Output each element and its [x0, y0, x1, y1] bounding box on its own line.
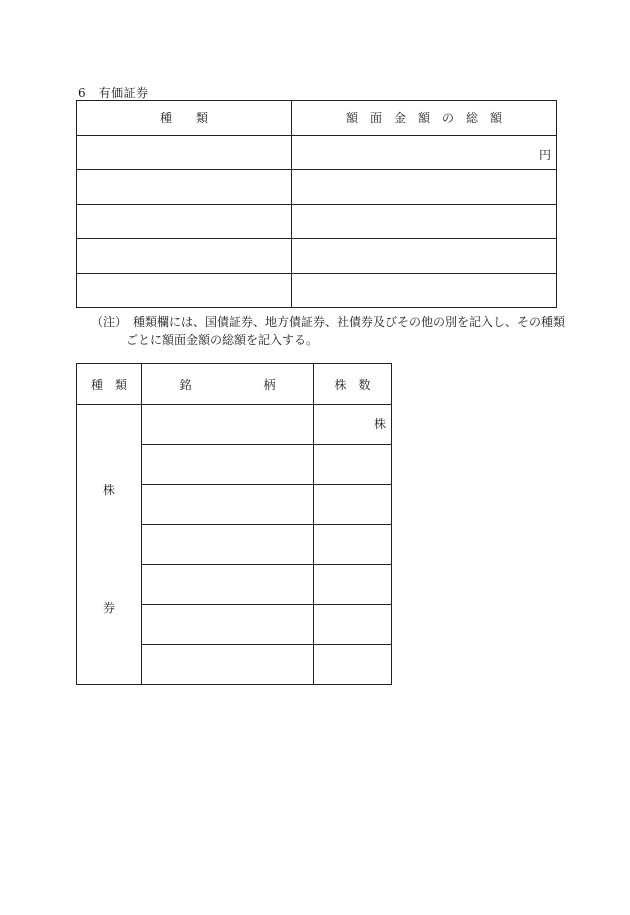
- securities-table: [76, 100, 557, 308]
- count-cell[interactable]: [314, 485, 392, 525]
- type-cell[interactable]: [77, 239, 292, 274]
- table-row: [77, 170, 557, 205]
- yen-unit: 円: [538, 147, 551, 162]
- header-share-count: 株 数: [314, 364, 392, 405]
- count-cell[interactable]: [314, 525, 392, 565]
- note-line-2: ごとに額面金額の総額を記入する。: [126, 333, 319, 347]
- table-row: [77, 204, 557, 239]
- table-header-row: [77, 101, 557, 136]
- count-cell[interactable]: [314, 645, 392, 685]
- type-cell[interactable]: [77, 135, 292, 170]
- brand-cell[interactable]: [142, 405, 314, 445]
- count-cell[interactable]: [314, 565, 392, 605]
- count-cell[interactable]: [314, 445, 392, 485]
- type-cell[interactable]: [77, 273, 292, 308]
- brand-cell[interactable]: [142, 565, 314, 605]
- header-face-value-total: 額 面 金 額 の 総 額: [292, 101, 557, 136]
- brand-cell[interactable]: [142, 525, 314, 565]
- total-cell[interactable]: [292, 204, 557, 239]
- count-cell[interactable]: [314, 405, 392, 445]
- section-heading: 6 有価証券: [78, 86, 149, 100]
- header-brand: 銘 柄: [142, 364, 314, 405]
- header-type: 種 類: [77, 101, 292, 136]
- stock-type-cell: [77, 405, 142, 685]
- stock-table: [76, 363, 392, 685]
- count-cell[interactable]: [314, 605, 392, 645]
- type-cell[interactable]: [77, 204, 292, 239]
- type-cell[interactable]: [77, 170, 292, 205]
- header-type: 種 類: [77, 364, 142, 405]
- table-row: [77, 135, 557, 170]
- table-row: [77, 239, 557, 274]
- total-cell[interactable]: [292, 273, 557, 308]
- note-line-1: （注） 種類欄には、国債証券、地方債証券、社債券及びその他の別を記入し、その種類: [91, 315, 566, 329]
- type-char-certificate: 券: [102, 601, 115, 615]
- type-char-stock: 株: [102, 483, 115, 497]
- total-cell[interactable]: [292, 170, 557, 205]
- total-cell[interactable]: [292, 239, 557, 274]
- share-unit: 株: [373, 417, 386, 431]
- brand-cell[interactable]: [142, 485, 314, 525]
- brand-cell[interactable]: [142, 645, 314, 685]
- brand-cell[interactable]: [142, 445, 314, 485]
- table-row: [77, 273, 557, 308]
- brand-cell[interactable]: [142, 605, 314, 645]
- total-cell[interactable]: [292, 135, 557, 170]
- table-header-row: [77, 364, 392, 405]
- table-row: [77, 405, 392, 445]
